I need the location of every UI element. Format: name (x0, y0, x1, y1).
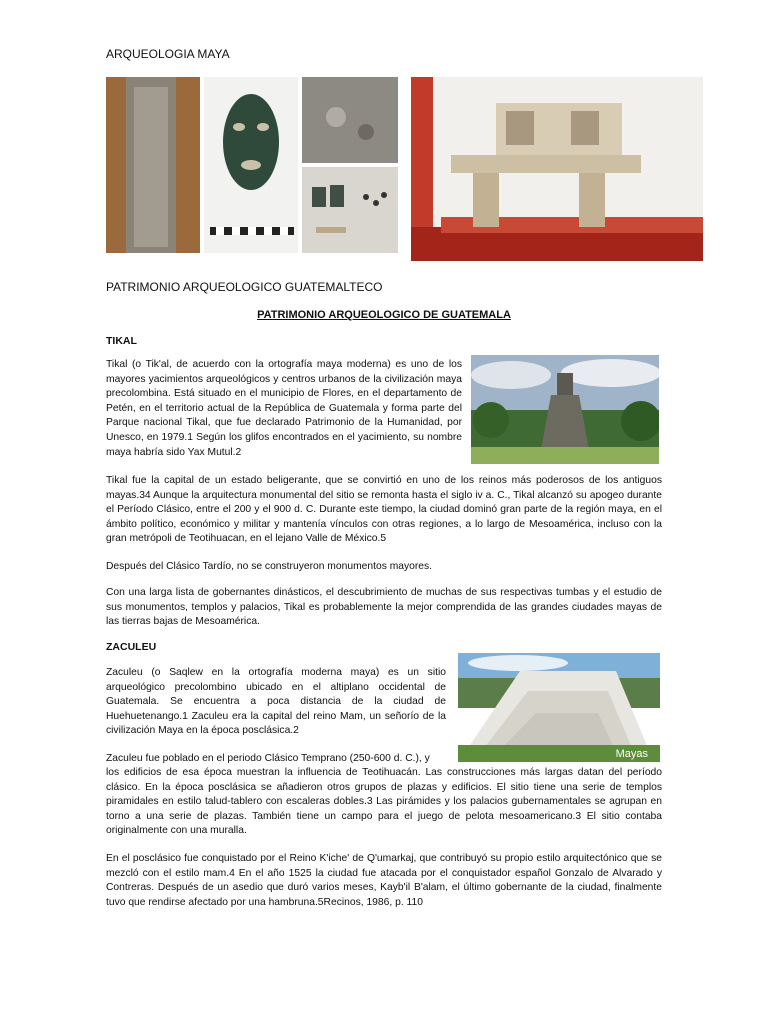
tikal-temple-image (471, 355, 659, 464)
document-title: ARQUEOLOGIA MAYA (106, 47, 230, 61)
main-heading: PATRIMONIO ARQUEOLOGICO DE GUATEMALA (257, 309, 511, 321)
tikal-paragraph-4: Con una larga lista de gobernantes dinásticos, el descubrimiento de muchas de sus respectivas tumbas y el estudio de sus monumentos, templos y palacios, Tikal es probablemente la mejor comprendida de las grandes ciudades mayas de las tierras bajas de Mesoamérica. (106, 587, 662, 628)
altar-image (411, 77, 703, 261)
tikal-paragraph-1: Tikal (o Tik'al, de acuerdo con la ortografía maya moderna) es uno de los mayores yacimientos arqueológicos y centros urbanos de la civilización maya precolombina. Está situado en el municipio de Flores, en el departamento de Petén, en el territorio actual de la República de Guatemala y forma parte del Parque nacional Tikal, que fue declarado Patrimonio de la Humanidad, por Unesco, en 1979.1 Según los glifos encontrados en el yacimiento, su nombre maya habría sido Yax Mutul.2 (106, 359, 462, 458)
tikal-heading: TIKAL (106, 335, 137, 347)
image-watermark: Mayas (615, 748, 648, 760)
artifact-collage-image (106, 77, 398, 253)
zaculeu-paragraph-2-start: Zaculeu fue poblado en el periodo Clásico Temprano (250-600 d. C.), y (106, 753, 430, 764)
tikal-paragraph-2: Tikal fue la capital de un estado beligerante, que se convirtió en uno de los reinos más poderosos de los antiguos mayas.34 Aunque la arquitectura monumental del sitio se remonta hasta el siglo iv a. C., Tikal alcanzó su apogeo durante el Período Clásico, entre el 200 y el 900 d. C. Durante este tiempo, la ciudad dominó gran parte de la región maya, en el ámbito político, económico y militar y mantenía vínculos con otras regiones, a lo largo de Mesoamérica, incluso con la gran metrópoli de Teotihuacan, en el lejano Valle de México.5 (106, 475, 662, 545)
zaculeu-heading: ZACULEU (106, 641, 157, 653)
zaculeu-pyramid-image (458, 653, 660, 762)
zaculeu-paragraph-3: En el posclásico fue conquistado por el Reino K'iche' de Q'umarkaj, que contribuyó su propio estilo arquitectónico que se mezcló con el estilo mam.4 En el año 1525 la ciudad fue atacada por el conquistador español Gonzalo de Alvarado y Contreras. Después de un asedio que duró varios meses, Kayb'il B'alam, el último gobernante de la ciudad, finalmente tuvo que rendirse afectado por una hambruna.5Recinos, 1986, p. 110 (106, 853, 662, 908)
zaculeu-paragraph-2: los edificios de esa época muestran la influencia de Teotihuacán. Las construcciones más largas datan del período clásico. En la época posclásica se añadieron otros grupos de plazas y edificios. El sitio tiene una serie de templos piramidales en estilo talud-tablero con escaleras dobles.3 Las pirámides y los palacios gubernamentales se agrupan en torno a una serie de plazas. También tiene un campo para el juego de pelota mesoamericano.3 El sitio contaba originalmente con una muralla. (106, 767, 662, 837)
zaculeu-paragraph-1: Zaculeu (o Saqlew en la ortografía moderna maya) es un sitio arqueológico precolombino ubicado en el altiplano occidental de Guatemala. Se encuentra a poca distancia de la ciudad de Huehuetenango.1 Zaculeu era la capital del reino Mam, un señorío de la civilización Maya en la época posclásica.2 (106, 667, 446, 737)
tikal-paragraph-3: Después del Clásico Tardío, no se construyeron monumentos mayores. (106, 561, 433, 572)
section-subtitle: PATRIMONIO ARQUEOLOGICO GUATEMALTECO (106, 280, 383, 294)
